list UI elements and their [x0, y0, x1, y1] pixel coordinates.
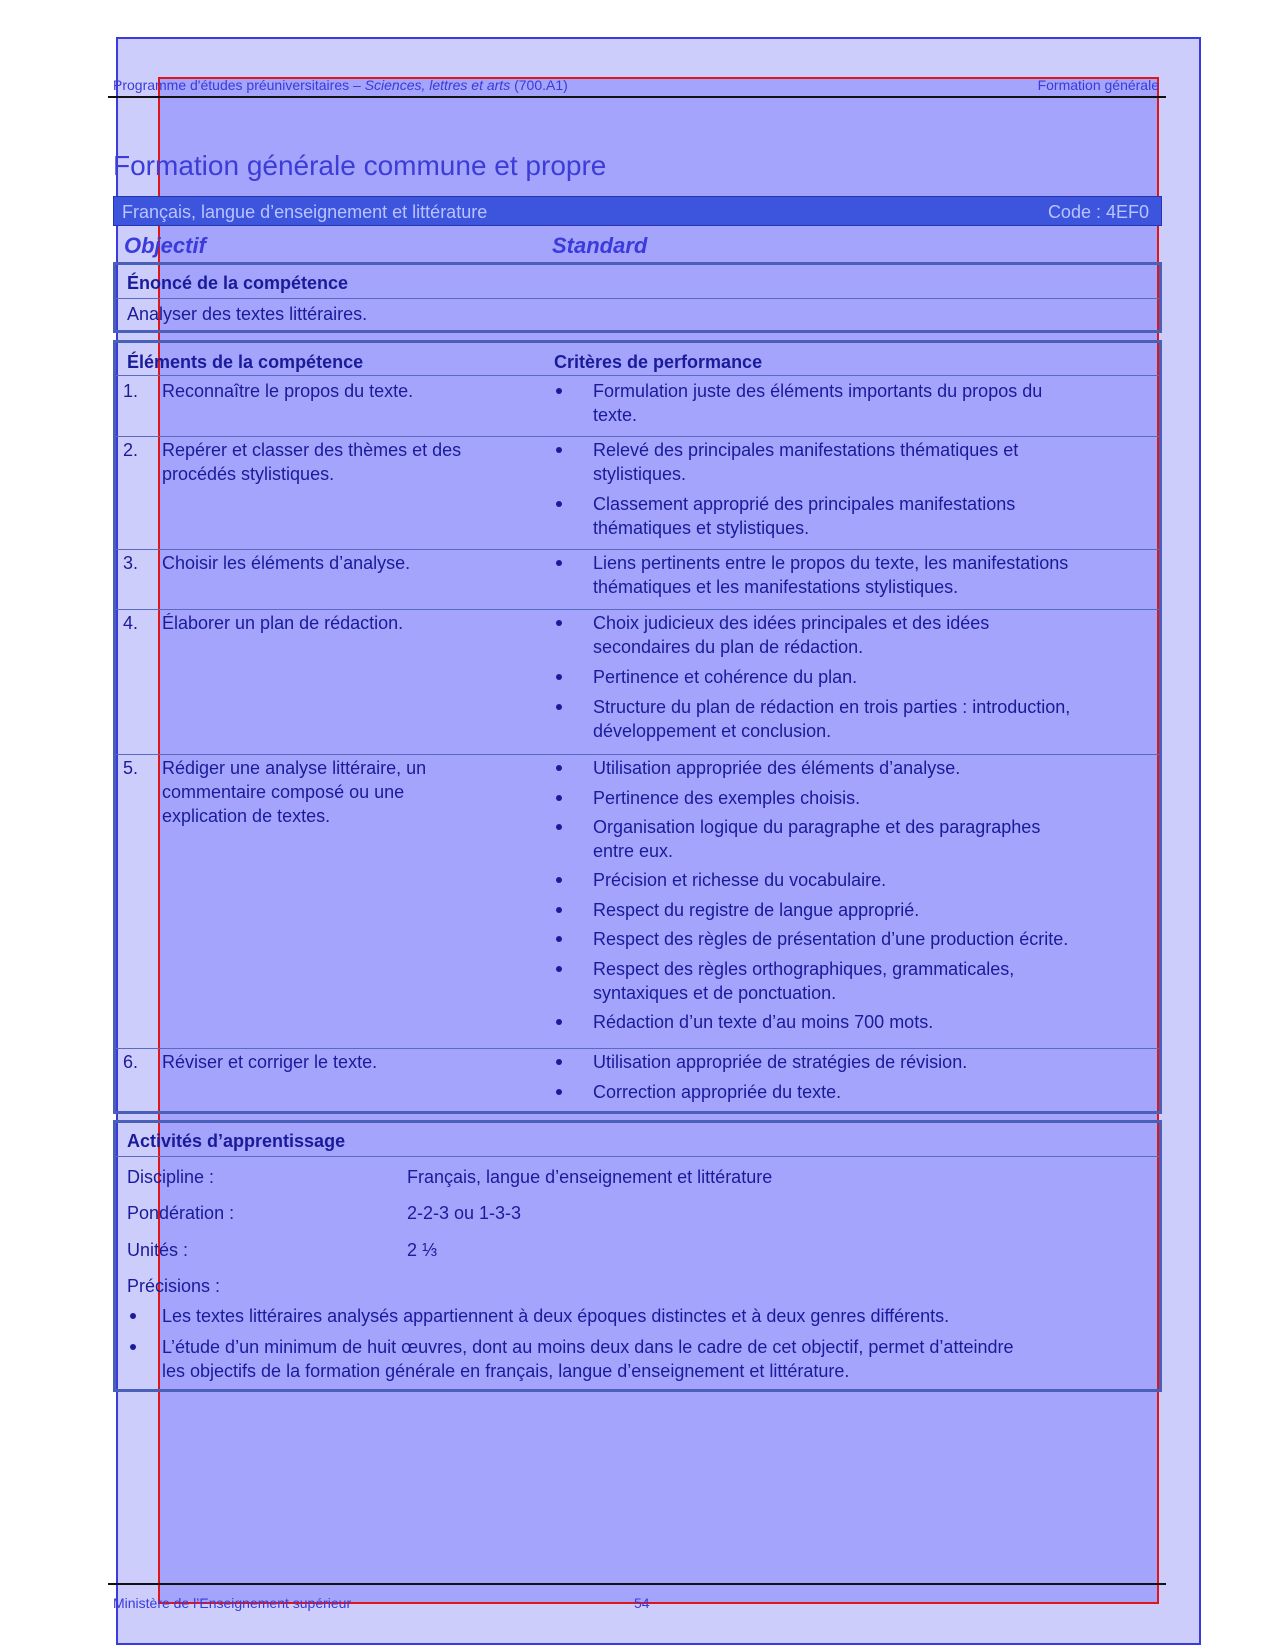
bullet-icon	[556, 907, 562, 913]
bullet-icon	[556, 674, 562, 680]
criterion-text: texte.	[593, 405, 638, 425]
element-text: Rédiger une analyse littéraire, un	[162, 758, 427, 778]
criterion-text: Liens pertinents entre le propos du texte, les manifestations	[593, 553, 1069, 573]
criterion-text: Pertinence et cohérence du plan.	[593, 667, 858, 687]
bullet-icon	[556, 824, 562, 830]
activities-heading: Activités d’apprentissage	[127, 1131, 346, 1151]
row-divider	[116, 754, 1159, 755]
bullet-icon	[556, 795, 562, 801]
activities-box	[113, 1120, 1162, 1392]
bullet-icon	[556, 447, 562, 453]
precision-text: L’étude d’un minimum de huit œuvres, dont au moins deux dans le cadre de cet objectif, permet d’atteindre	[162, 1337, 1014, 1357]
elements-table	[113, 340, 1162, 1114]
criterion-text: thématiques et les manifestations stylistiques.	[593, 577, 959, 597]
criterion-text: Formulation juste des éléments importants du propos du	[593, 381, 1043, 401]
divider	[116, 375, 1159, 376]
criterion-text: Précision et richesse du vocabulaire.	[593, 870, 887, 890]
criterion-text: syntaxiques et de ponctuation.	[593, 983, 837, 1003]
element-number: 1.	[123, 381, 139, 401]
criterion-text: Classement approprié des principales manifestations	[593, 494, 1016, 514]
row-divider	[116, 549, 1159, 550]
header-rule	[108, 96, 1166, 98]
bullet-icon	[556, 388, 562, 394]
criterion-text: Respect du registre de langue approprié.	[593, 900, 920, 920]
bullet-icon	[556, 877, 562, 883]
element-number: 5.	[123, 758, 139, 778]
objective-title: Objectif	[124, 233, 206, 258]
bullet-icon	[556, 1019, 562, 1025]
criterion-text: développement et conclusion.	[593, 721, 832, 741]
criterion-text: Choix judicieux des idées principales et des idées	[593, 613, 990, 633]
element-text: Reconnaître le propos du texte.	[162, 381, 414, 401]
page-number: 54	[634, 1595, 650, 1611]
criterion-text: Pertinence des exemples choisis.	[593, 788, 861, 808]
criterion-text: thématiques et stylistiques.	[593, 518, 810, 538]
criterion-text: Respect des règles orthographiques, grammaticales,	[593, 959, 1015, 979]
criteria-heading: Critères de performance	[554, 352, 763, 372]
criterion-text: Correction appropriée du texte.	[593, 1082, 842, 1102]
criterion-text: Utilisation appropriée des éléments d’analyse.	[593, 758, 961, 778]
bullet-icon	[556, 560, 562, 566]
page-title: Formation générale commune et propre	[113, 150, 607, 181]
bullet-icon	[130, 1313, 136, 1319]
bullet-icon	[556, 765, 562, 771]
element-number: 6.	[123, 1052, 139, 1072]
divider	[116, 298, 1159, 299]
element-text: Repérer et classer des thèmes et des	[162, 440, 462, 460]
statement-box	[113, 262, 1162, 333]
elements-heading: Éléments de la compétence	[127, 352, 364, 372]
course-banner	[113, 196, 1162, 226]
precision-text: les objectifs de la formation générale en français, langue d’enseignement et littérature.	[162, 1361, 850, 1381]
bullet-icon	[556, 704, 562, 710]
bullet-icon	[556, 966, 562, 972]
bullet-icon	[130, 1344, 136, 1350]
criterion-text: secondaires du plan de rédaction.	[593, 637, 864, 657]
precisions-label: Précisions :	[127, 1276, 221, 1296]
bullet-icon	[556, 1089, 562, 1095]
criterion-text: Organisation logique du paragraphe et des paragraphes	[593, 817, 1041, 837]
statement-heading: Énoncé de la compétence	[127, 273, 349, 293]
criterion-text: entre eux.	[593, 841, 674, 861]
units-value: 2 ⅓	[407, 1240, 438, 1260]
element-number: 4.	[123, 613, 139, 633]
element-text: Élaborer un plan de rédaction.	[162, 613, 404, 633]
discipline-value: Français, langue d’enseignement et littérature	[407, 1167, 773, 1187]
header-section: Formation générale	[1037, 77, 1159, 93]
row-divider	[116, 609, 1159, 610]
criterion-text: Respect des règles de présentation d’une production écrite.	[593, 929, 1069, 949]
element-text: Choisir les éléments d’analyse.	[162, 553, 411, 573]
divider	[116, 1156, 1159, 1157]
weighting-value: 2-2-3 ou 1-3-3	[407, 1203, 522, 1223]
element-text: procédés stylistiques.	[162, 464, 335, 484]
element-number: 3.	[123, 553, 139, 573]
criterion-text: Utilisation appropriée de stratégies de révision.	[593, 1052, 968, 1072]
bullet-icon	[556, 1059, 562, 1065]
footer-ministry: Ministère de l’Enseignement supérieur	[113, 1595, 352, 1611]
discipline-label: Discipline :	[127, 1167, 215, 1187]
statement-text: Analyser des textes littéraires.	[127, 304, 368, 324]
criterion-text: Rédaction d’un texte d’au moins 700 mots.	[593, 1012, 934, 1032]
bullet-icon	[556, 501, 562, 507]
criterion-text: Relevé des principales manifestations thématiques et	[593, 440, 1019, 460]
course-code: Code : 4EF0	[1047, 202, 1149, 222]
element-number: 2.	[123, 440, 139, 460]
element-text: Réviser et corriger le texte.	[162, 1052, 378, 1072]
bullet-icon	[556, 936, 562, 942]
precision-text: Les textes littéraires analysés appartiennent à deux époques distinctes et à deux genres différents.	[162, 1306, 950, 1326]
standard-title: Standard	[552, 233, 648, 258]
bullet-icon	[556, 620, 562, 626]
course-name: Français, langue d’enseignement et littérature	[122, 202, 488, 222]
weighting-label: Pondération :	[127, 1203, 235, 1223]
criterion-text: stylistiques.	[593, 464, 687, 484]
units-label: Unités :	[127, 1240, 189, 1260]
element-text: commentaire composé ou une	[162, 782, 405, 802]
criterion-text: Structure du plan de rédaction en trois parties : introduction,	[593, 697, 1071, 717]
header-program: Programme d'études préuniversitaires – Sciences, lettres et arts (700.A1)	[113, 77, 568, 93]
footer-rule	[108, 1583, 1166, 1585]
element-text: explication de textes.	[162, 806, 331, 826]
row-divider	[116, 1048, 1159, 1049]
row-divider	[116, 436, 1159, 437]
